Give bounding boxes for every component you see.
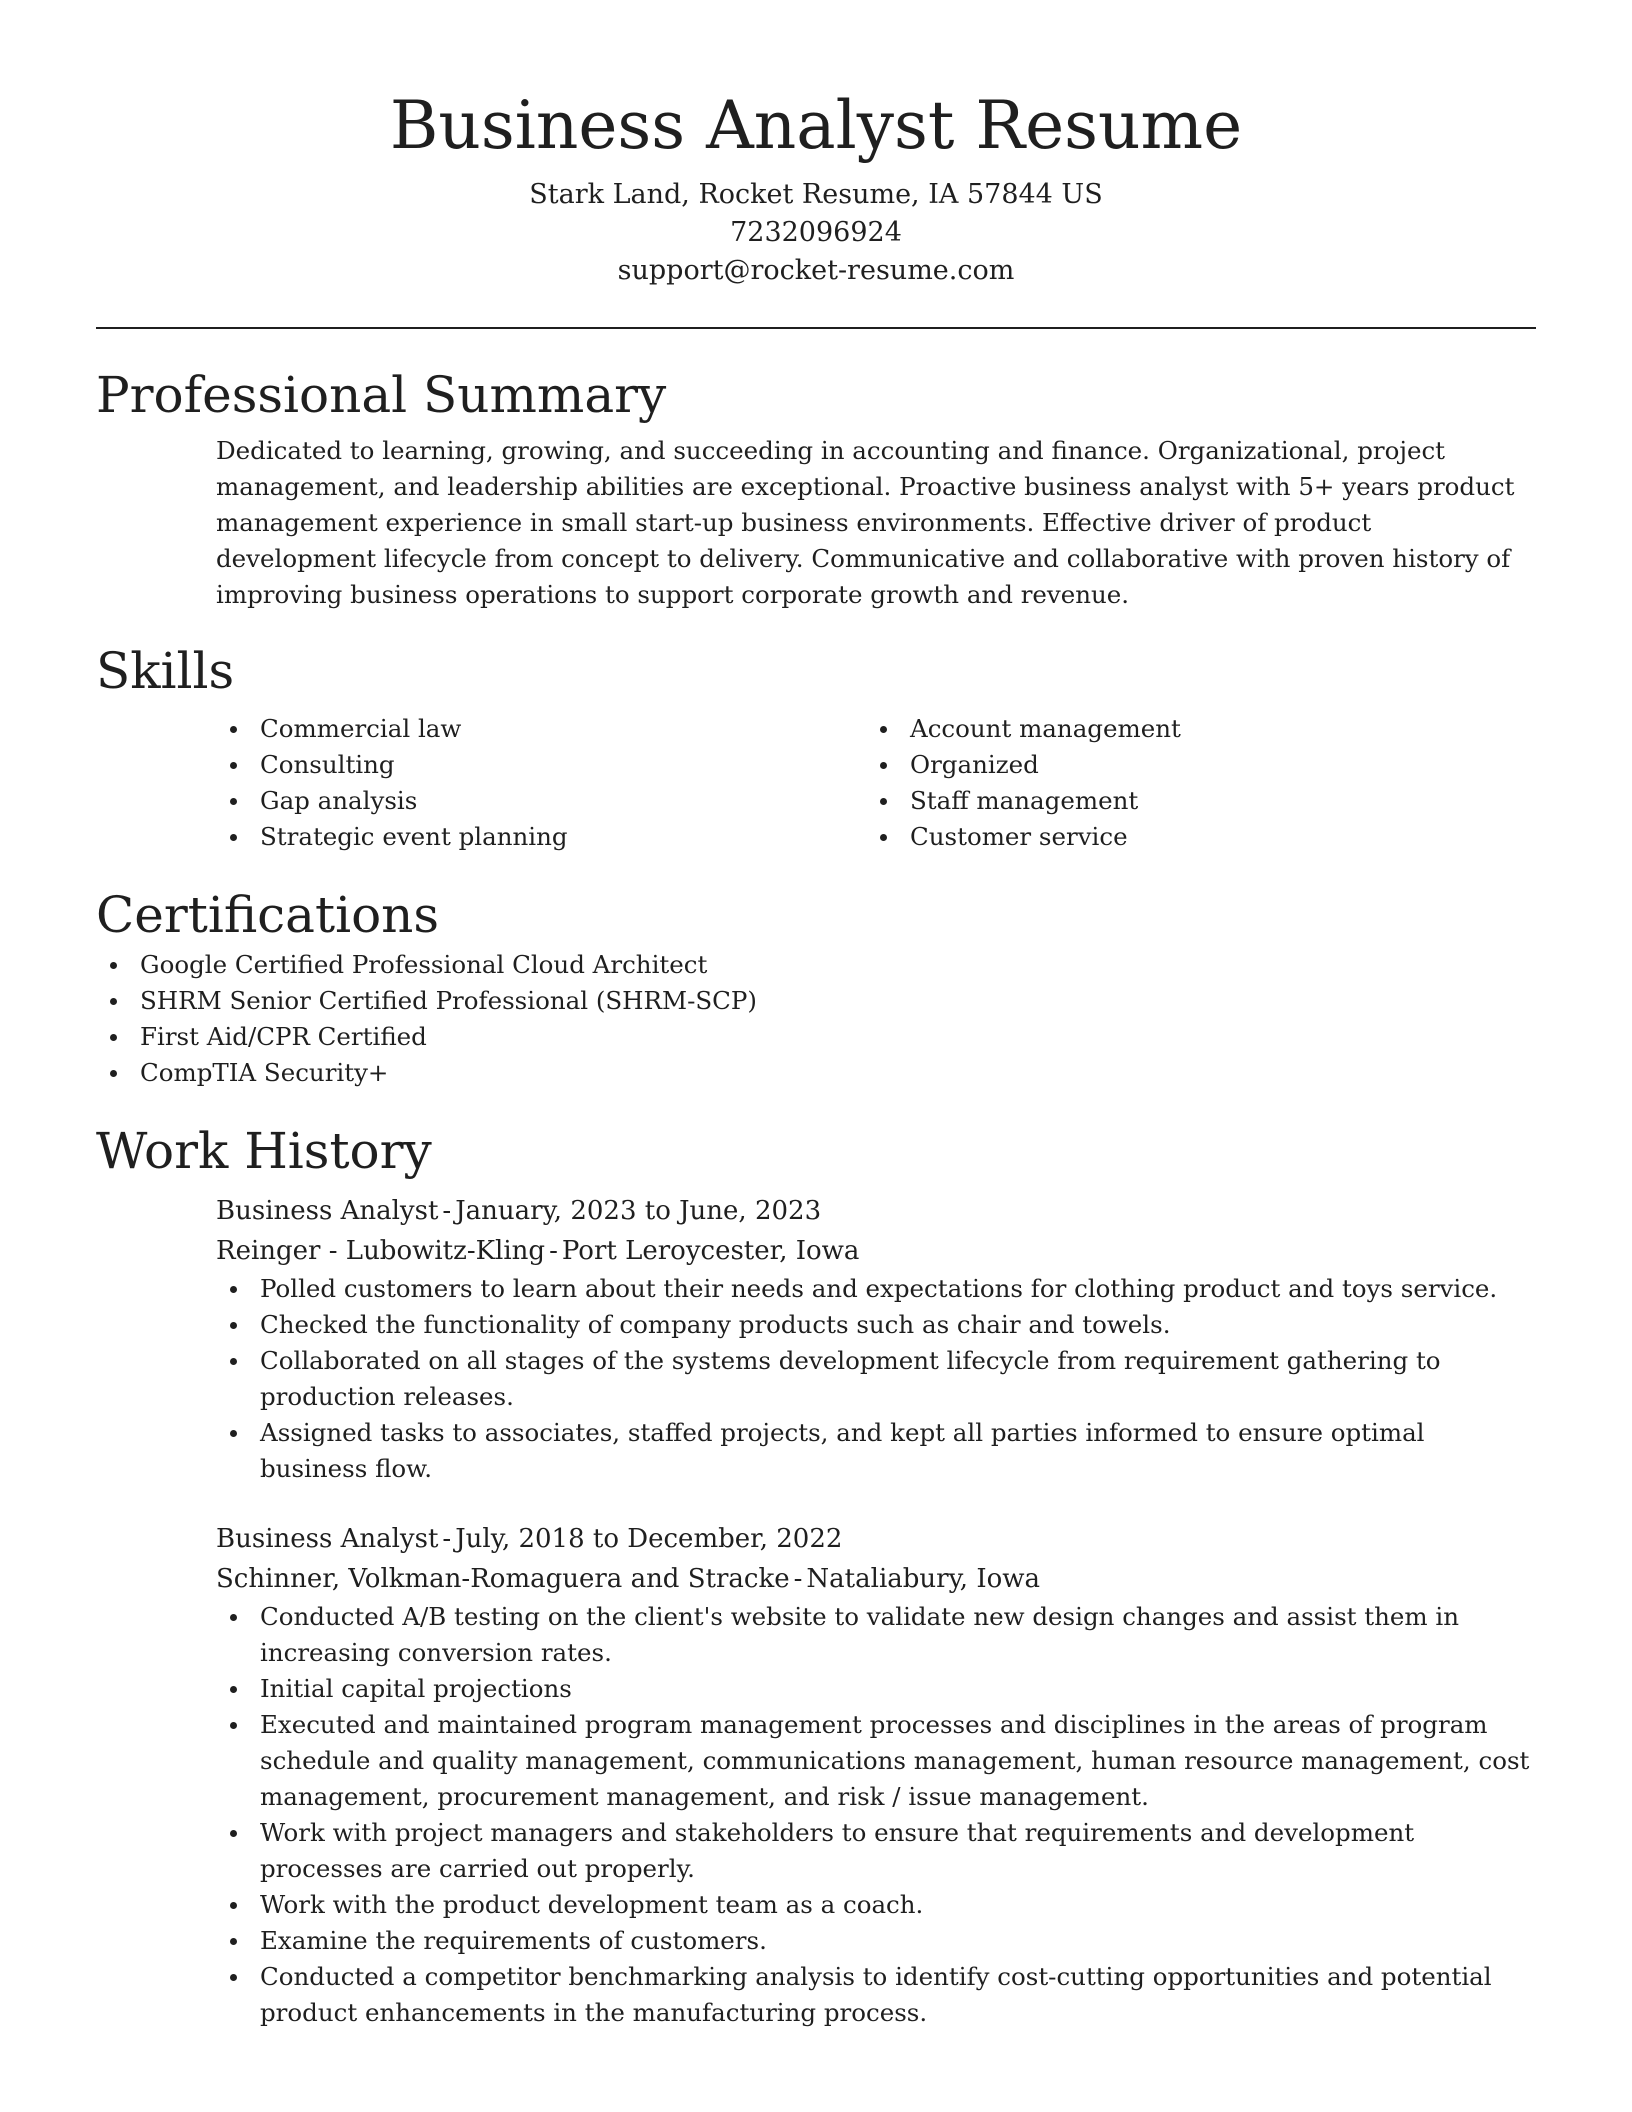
summary-heading: Professional Summary <box>96 366 667 424</box>
job-duties-list <box>216 1599 1536 2031</box>
job-duty: Examine the requirements of customers. <box>216 1923 1536 1959</box>
job-duty: Polled customers to learn about their needs and expectations for clothing product and toys service. <box>216 1271 1536 1307</box>
separator: - <box>793 1564 803 1594</box>
skills-heading: Skills <box>96 642 235 700</box>
job-duties-list <box>216 1271 1536 1487</box>
job-location: Port Leroycester, Iowa <box>561 1236 860 1266</box>
certification-item: Google Certified Professional Cloud Architect <box>96 947 1536 983</box>
job-title: Business Analyst <box>216 1196 439 1226</box>
job-title: Business Analyst <box>216 1524 439 1554</box>
job-duty: Initial capital projections <box>216 1671 1536 1707</box>
certification-item: SHRM Senior Certified Professional (SHRM-SCP) <box>96 983 1536 1019</box>
header-divider <box>96 327 1536 329</box>
skill-item: Strategic event planning <box>216 819 866 855</box>
skills-column-left <box>216 711 866 855</box>
job-duty: Conducted A/B testing on the client's website to validate new design changes and assist them in increasing conversion rates. <box>216 1599 1536 1671</box>
contact-address: Stark Land, Rocket Resume, IA 57844 US <box>529 179 1103 210</box>
job-company-line <box>216 1559 1536 1599</box>
certifications-list <box>96 947 1536 1091</box>
certification-item: CompTIA Security+ <box>96 1055 1536 1091</box>
certification-item: First Aid/CPR Certified <box>96 1019 1536 1055</box>
resume-header <box>96 0 1536 290</box>
separator: - <box>442 1196 452 1226</box>
job-duty: Work with the product development team as a coach. <box>216 1887 1536 1923</box>
skill-item: Gap analysis <box>216 783 866 819</box>
separator: - <box>549 1236 558 1266</box>
skill-item: Staff management <box>866 783 1516 819</box>
job-duty: Assigned tasks to associates, staffed projects, and kept all parties informed to ensure optimal business flow. <box>216 1415 1536 1487</box>
job-duty: Work with project managers and stakeholders to ensure that requirements and development processes are carried out properly. <box>216 1815 1536 1887</box>
contact-phone: 7232096924 <box>730 217 902 248</box>
contact-email: support@rocket-resume.com <box>617 255 1015 286</box>
job-company: Schinner, Volkman-Romaguera and Stracke <box>216 1564 790 1594</box>
skill-item: Customer service <box>866 819 1516 855</box>
job-duty: Conducted a competitor benchmarking analysis to identify cost-cutting opportunities and potential product enhancements in the manufacturing process. <box>216 1959 1536 2031</box>
skill-item: Commercial law <box>216 711 866 747</box>
job-entry <box>216 1519 1536 2031</box>
job-title-line <box>216 1519 1536 1559</box>
job-company: Reinger - Lubowitz-Kling <box>216 1236 546 1266</box>
job-dates: January, 2023 to June, 2023 <box>455 1196 822 1226</box>
skills-column-right <box>866 711 1516 855</box>
summary-text: Dedicated to learning, growing, and succeeding in accounting and finance. Organizational, project management, and leadership abilities are exceptional. Proactive business analyst with 5+ years product management experience in small start-up business environments. Effective driver of product development lifecycle from concept to delivery. Communicative and collaborative with proven history of improving business operations to support corporate growth and revenue. <box>216 436 1515 609</box>
skill-item: Organized <box>866 747 1516 783</box>
skill-item: Account management <box>866 711 1516 747</box>
job-duty: Executed and maintained program management processes and disciplines in the areas of program schedule and quality management, communications management, human resource management, cost management, procurement management, and risk / issue management. <box>216 1707 1536 1815</box>
skills-list <box>216 711 1536 855</box>
job-duty: Checked the functionality of company products such as chair and towels. <box>216 1307 1536 1343</box>
work-history-heading: Work History <box>96 1122 432 1180</box>
skill-item: Consulting <box>216 747 866 783</box>
job-title-line <box>216 1191 1536 1231</box>
separator: - <box>442 1524 452 1554</box>
job-duty: Collaborated on all stages of the systems development lifecycle from requirement gathering to production releases. <box>216 1343 1536 1415</box>
job-entry <box>216 1191 1536 1487</box>
job-dates: July, 2018 to December, 2022 <box>455 1524 843 1554</box>
job-company-line <box>216 1231 1536 1271</box>
job-location: Nataliabury, Iowa <box>806 1564 1041 1594</box>
resume-title: Business Analyst Resume <box>389 87 1243 164</box>
certifications-heading: Certifications <box>96 886 440 944</box>
